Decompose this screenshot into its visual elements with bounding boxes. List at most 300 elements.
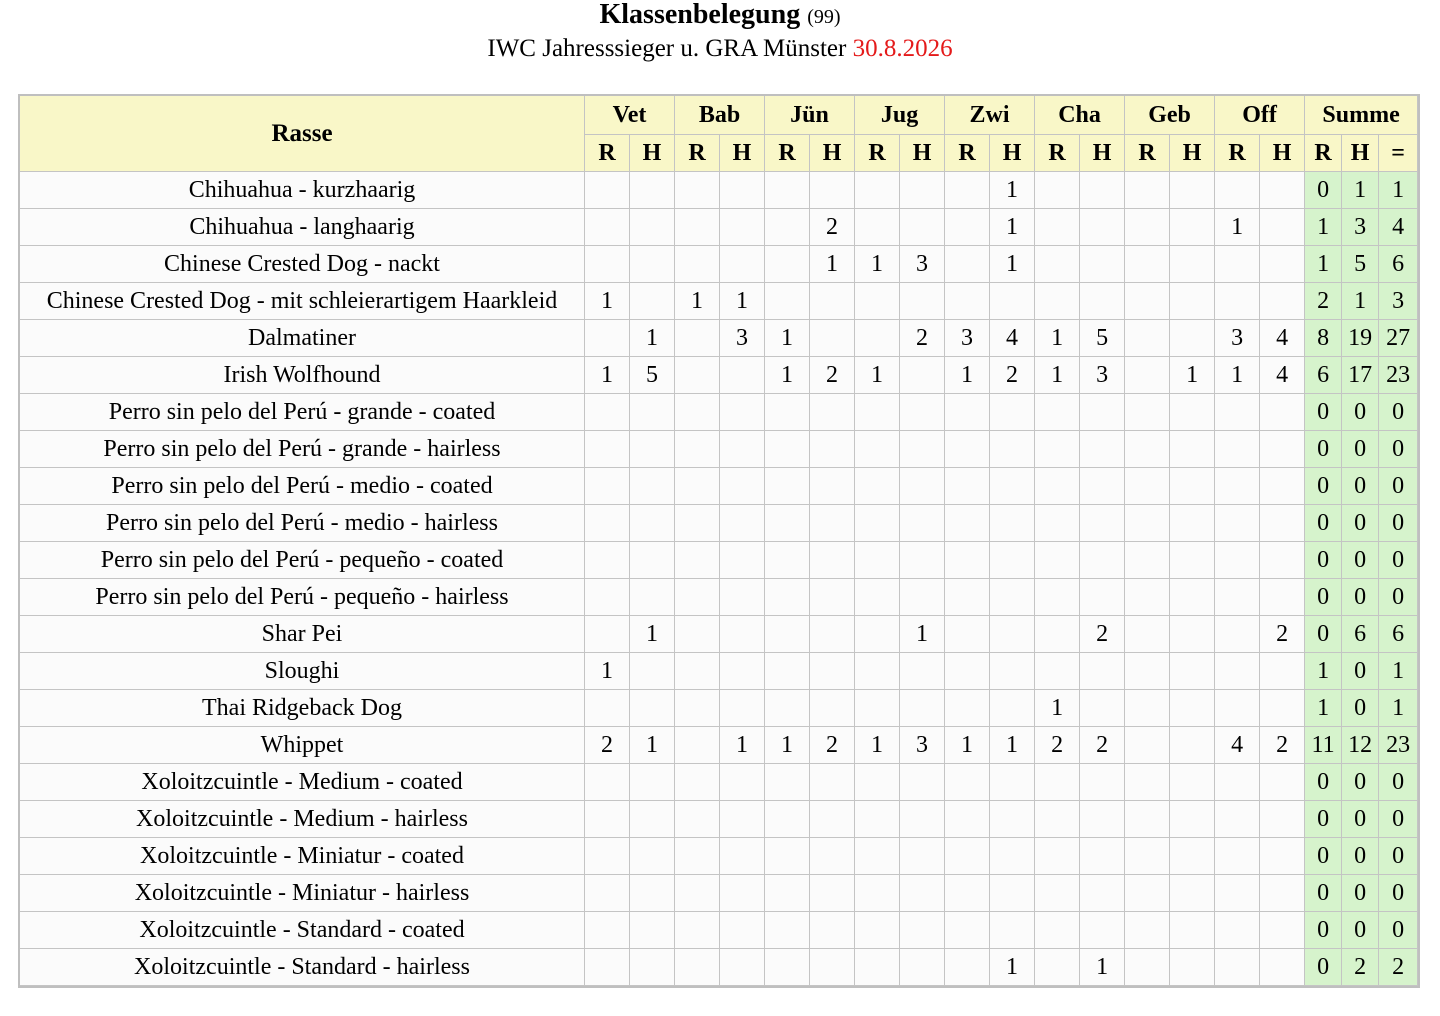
sum-cell: 0 [1379,505,1418,542]
sum-cell: 0 [1305,764,1342,801]
count-cell [630,653,675,690]
count-cell [675,727,720,764]
count-cell: 3 [720,320,765,357]
count-cell [900,283,945,320]
count-cell [855,172,900,209]
count-cell [1260,801,1305,838]
count-cell [765,764,810,801]
count-cell [720,912,765,949]
breed-name: Perro sin pelo del Perú - medio - coated [20,468,585,505]
sum-cell: 0 [1379,431,1418,468]
sum-cell: 0 [1305,542,1342,579]
table-row [20,320,1418,357]
sum-cell: 0 [1342,690,1379,727]
count-cell [1125,320,1170,357]
breed-name: Shar Pei [20,616,585,653]
sum-cell: 0 [1342,801,1379,838]
count-cell [630,246,675,283]
count-cell [945,690,990,727]
count-cell [810,394,855,431]
count-cell [900,394,945,431]
count-cell [1260,172,1305,209]
sum-cell: 3 [1342,209,1379,246]
sum-cell: 1 [1342,172,1379,209]
count-cell [990,912,1035,949]
count-cell: 1 [855,357,900,394]
count-cell [855,838,900,875]
sum-cell: 1 [1305,246,1342,283]
count-cell [945,653,990,690]
count-cell [810,616,855,653]
count-cell [630,875,675,912]
count-cell [1035,764,1080,801]
count-cell [810,949,855,986]
count-cell [900,912,945,949]
breed-name: Xoloitzcuintle - Medium - coated [20,764,585,801]
table-row [20,838,1418,875]
count-cell: 1 [630,616,675,653]
count-cell [1215,912,1260,949]
table-row [20,468,1418,505]
count-cell [900,764,945,801]
count-cell [630,912,675,949]
table-row [20,727,1418,764]
count-cell [1125,431,1170,468]
count-cell [630,209,675,246]
count-cell [1125,468,1170,505]
count-cell [945,801,990,838]
count-cell [585,875,630,912]
count-cell [810,801,855,838]
event-date: 30.8.2026 [852,35,953,62]
count-cell [630,579,675,616]
count-cell [810,468,855,505]
count-cell: 3 [900,246,945,283]
breed-name: Perro sin pelo del Perú - pequeño - hairless [20,579,585,616]
count-cell: 2 [990,357,1035,394]
header-row-groups [20,96,1418,135]
count-cell [855,505,900,542]
count-cell [630,764,675,801]
count-cell [990,579,1035,616]
count-cell: 2 [1080,616,1125,653]
table-row [20,912,1418,949]
count-cell [945,912,990,949]
count-cell [675,468,720,505]
count-cell [765,838,810,875]
count-cell: 3 [1080,357,1125,394]
column-group-class: Cha [1035,96,1125,135]
count-cell: 1 [765,727,810,764]
count-cell [1215,283,1260,320]
count-cell [1215,505,1260,542]
column-subheader: = [1379,135,1418,172]
count-cell [630,838,675,875]
count-cell [765,579,810,616]
count-cell [585,912,630,949]
sum-cell: 0 [1342,912,1379,949]
table-row [20,505,1418,542]
count-cell [585,468,630,505]
count-cell [630,468,675,505]
count-cell [675,949,720,986]
count-cell [855,616,900,653]
count-cell: 1 [720,727,765,764]
sum-cell: 1 [1305,209,1342,246]
count-cell [945,616,990,653]
count-cell [1035,949,1080,986]
sum-cell: 8 [1305,320,1342,357]
sum-cell: 0 [1379,579,1418,616]
sum-cell: 23 [1379,357,1418,394]
count-cell [675,357,720,394]
count-cell [945,394,990,431]
count-cell [1215,172,1260,209]
count-cell [990,616,1035,653]
sum-cell: 1 [1379,690,1418,727]
breed-name: Sloughi [20,653,585,690]
sum-cell: 0 [1379,394,1418,431]
count-cell [1170,653,1215,690]
count-cell [1170,616,1215,653]
count-cell [900,579,945,616]
breed-name: Perro sin pelo del Perú - pequeño - coated [20,542,585,579]
count-cell: 1 [1035,320,1080,357]
count-cell [1035,283,1080,320]
count-cell [1170,394,1215,431]
count-cell: 2 [900,320,945,357]
column-subheader: R [945,135,990,172]
column-group-class: Vet [585,96,675,135]
count-cell [720,579,765,616]
count-cell: 1 [1215,357,1260,394]
breed-name: Xoloitzcuintle - Miniatur - coated [20,838,585,875]
sum-cell: 12 [1342,727,1379,764]
count-cell [1035,209,1080,246]
count-cell [1125,801,1170,838]
count-cell [1080,394,1125,431]
sum-cell: 11 [1305,727,1342,764]
count-cell [900,172,945,209]
count-cell [765,801,810,838]
count-cell: 2 [1260,616,1305,653]
count-cell [765,431,810,468]
count-cell: 4 [1215,727,1260,764]
count-cell [990,542,1035,579]
table-row [20,394,1418,431]
column-group-summe: Summe [1305,96,1418,135]
count-cell [1170,172,1215,209]
breed-name: Whippet [20,727,585,764]
count-cell [630,505,675,542]
count-cell [1215,875,1260,912]
count-cell [900,653,945,690]
count-cell [900,949,945,986]
count-cell [765,394,810,431]
count-cell [1080,690,1125,727]
sum-cell: 0 [1305,394,1342,431]
count-cell [1260,431,1305,468]
count-cell [1125,505,1170,542]
column-header-rasse: Rasse [20,96,585,172]
count-cell [1080,579,1125,616]
sum-cell: 0 [1379,468,1418,505]
table-row [20,357,1418,394]
count-cell [1080,542,1125,579]
column-subheader: H [900,135,945,172]
count-cell [585,801,630,838]
count-cell [765,468,810,505]
count-cell [855,690,900,727]
sum-cell: 0 [1305,875,1342,912]
count-cell [945,283,990,320]
count-cell [585,764,630,801]
breed-name: Chihuahua - langhaarig [20,209,585,246]
count-cell [585,209,630,246]
column-group-class: Geb [1125,96,1215,135]
sum-cell: 0 [1305,838,1342,875]
table-row [20,283,1418,320]
count-cell [900,838,945,875]
count-cell [630,690,675,727]
count-cell [900,690,945,727]
count-cell [855,653,900,690]
count-cell [1035,172,1080,209]
column-group-class: Zwi [945,96,1035,135]
sum-cell: 0 [1305,912,1342,949]
sum-cell: 0 [1379,912,1418,949]
sum-cell: 0 [1342,653,1379,690]
count-cell: 4 [1260,320,1305,357]
count-cell [1260,949,1305,986]
count-cell: 1 [630,320,675,357]
count-cell [675,320,720,357]
count-cell [1170,579,1215,616]
count-cell [990,690,1035,727]
count-cell [1215,690,1260,727]
sum-cell: 0 [1379,542,1418,579]
sum-cell: 17 [1342,357,1379,394]
count-cell [630,431,675,468]
table-row [20,579,1418,616]
table-row [20,172,1418,209]
count-cell [945,875,990,912]
sum-cell: 0 [1342,838,1379,875]
count-cell [990,801,1035,838]
count-cell [945,838,990,875]
count-cell [1260,875,1305,912]
count-cell [765,283,810,320]
sum-cell: 0 [1305,616,1342,653]
count-cell [765,246,810,283]
count-cell: 1 [990,172,1035,209]
sum-cell: 0 [1342,394,1379,431]
count-cell [990,505,1035,542]
breed-name: Xoloitzcuintle - Standard - hairless [20,949,585,986]
count-cell [1170,431,1215,468]
count-cell [1080,431,1125,468]
table-row [20,246,1418,283]
sum-cell: 1 [1379,172,1418,209]
count-cell [900,209,945,246]
sum-cell: 27 [1379,320,1418,357]
count-cell [855,912,900,949]
count-cell: 1 [990,949,1035,986]
count-cell [1215,838,1260,875]
count-cell [585,949,630,986]
sum-cell: 23 [1379,727,1418,764]
table-row [20,690,1418,727]
count-cell [1170,912,1215,949]
column-subheader: H [1080,135,1125,172]
count-cell: 1 [1170,357,1215,394]
count-cell [1215,801,1260,838]
sum-cell: 1 [1305,690,1342,727]
count-cell [810,690,855,727]
sum-cell: 0 [1305,431,1342,468]
count-cell [1080,172,1125,209]
count-cell [675,209,720,246]
count-cell [810,283,855,320]
count-cell: 5 [630,357,675,394]
count-cell [675,616,720,653]
count-cell [720,209,765,246]
count-cell [1215,616,1260,653]
sum-cell: 0 [1305,172,1342,209]
count-cell [1215,468,1260,505]
count-cell [1125,727,1170,764]
count-cell [900,542,945,579]
column-subheader: R [1305,135,1342,172]
sum-cell: 0 [1305,949,1342,986]
sum-cell: 0 [1379,764,1418,801]
count-cell [720,394,765,431]
count-cell [1035,912,1080,949]
count-cell [810,579,855,616]
sum-cell: 0 [1342,764,1379,801]
breed-name: Dalmatiner [20,320,585,357]
count-cell [585,542,630,579]
count-cell: 2 [810,209,855,246]
table-row [20,542,1418,579]
count-cell: 5 [1080,320,1125,357]
count-cell: 1 [585,653,630,690]
count-cell [1260,764,1305,801]
count-cell [945,764,990,801]
count-cell [1125,690,1170,727]
count-cell [1260,653,1305,690]
count-cell [1125,764,1170,801]
sum-cell: 6 [1305,357,1342,394]
count-cell [1035,801,1080,838]
count-cell [1260,690,1305,727]
count-cell: 1 [900,616,945,653]
count-cell [1260,209,1305,246]
count-cell [1170,246,1215,283]
breed-name: Chinese Crested Dog - mit schleierartigem Haarkleid [20,283,585,320]
sum-cell: 0 [1305,579,1342,616]
count-cell [1080,838,1125,875]
count-cell [945,579,990,616]
sum-cell: 0 [1379,838,1418,875]
sum-cell: 2 [1342,949,1379,986]
count-cell [990,394,1035,431]
event-subtitle [0,32,1440,66]
count-cell: 1 [630,727,675,764]
count-cell [675,431,720,468]
count-cell [765,912,810,949]
count-cell [1125,283,1170,320]
count-cell [810,172,855,209]
count-cell [720,505,765,542]
count-cell [1035,505,1080,542]
count-cell [765,505,810,542]
count-cell [1080,505,1125,542]
sum-cell: 4 [1379,209,1418,246]
sum-cell: 3 [1379,283,1418,320]
count-cell [1260,838,1305,875]
count-cell: 3 [1215,320,1260,357]
count-cell [1080,875,1125,912]
count-cell [945,505,990,542]
count-cell [585,172,630,209]
count-cell [1125,357,1170,394]
sum-cell: 0 [1342,431,1379,468]
count-cell [585,690,630,727]
count-cell: 1 [810,246,855,283]
count-cell [900,357,945,394]
count-cell [855,468,900,505]
count-cell [720,468,765,505]
count-cell: 2 [585,727,630,764]
breed-name: Perro sin pelo del Perú - medio - hairless [20,505,585,542]
count-cell [810,838,855,875]
count-cell [1170,949,1215,986]
count-cell [675,172,720,209]
column-group-class: Jug [855,96,945,135]
count-cell [945,468,990,505]
sum-cell: 1 [1305,653,1342,690]
sum-cell: 5 [1342,246,1379,283]
column-group-class: Bab [675,96,765,135]
count-cell [1170,764,1215,801]
count-cell [675,838,720,875]
count-cell [630,394,675,431]
column-subheader: H [990,135,1035,172]
sum-cell: 19 [1342,320,1379,357]
count-cell [720,875,765,912]
count-cell [1260,394,1305,431]
count-cell [1170,801,1215,838]
table-row [20,653,1418,690]
sum-cell: 0 [1342,579,1379,616]
class-assignment-table [18,94,1420,988]
column-subheader: R [1035,135,1080,172]
count-cell [810,505,855,542]
count-cell [630,283,675,320]
column-subheader: H [1260,135,1305,172]
sum-cell: 0 [1305,505,1342,542]
table-body [20,172,1418,986]
count-cell [1170,542,1215,579]
count-cell [1260,246,1305,283]
count-cell [1125,209,1170,246]
count-cell [855,875,900,912]
count-cell [855,209,900,246]
count-cell: 1 [720,283,765,320]
count-cell [720,838,765,875]
table-row [20,431,1418,468]
